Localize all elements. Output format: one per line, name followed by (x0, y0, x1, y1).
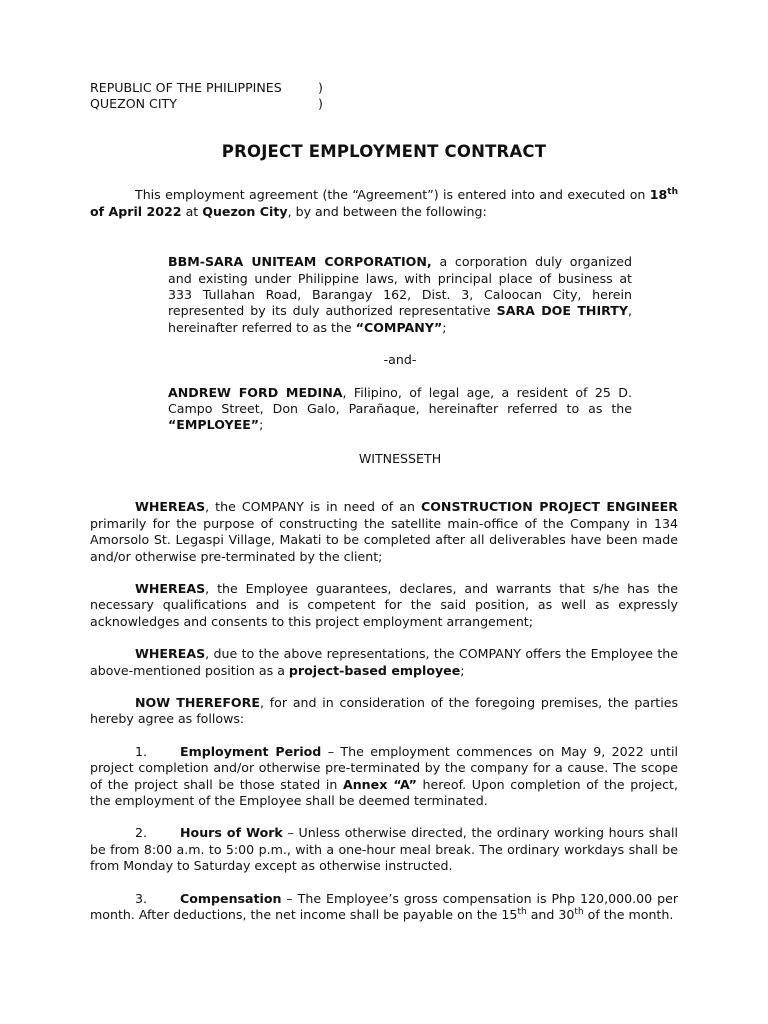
company-representative: SARA DOE THIRTY (496, 303, 628, 319)
whereas-3: WHEREAS, due to the above representations, the COMPANY offers the Employee the above-mentioned position as a project-based employee; (90, 646, 678, 678)
clause-employment-period: 1. Employment Period – The employment commences on May 9, 2022 until project completion and/or otherwise pre-terminated by the company for a cause. The scope of the project shall be those stated in Annex “A” hereof. Upon completion of the project, the employment of the Employee shall be deemed terminated. (90, 743, 678, 808)
employee-label: “EMPLOYEE” (168, 417, 260, 433)
intro-date: 18th of April 2022 (90, 187, 678, 219)
intro-place: Quezon City (202, 203, 288, 219)
company-label: “COMPANY” (355, 319, 443, 335)
document-title: PROJECT EMPLOYMENT CONTRACT (221, 142, 547, 161)
position-title: CONSTRUCTION PROJECT ENGINEER (420, 499, 678, 515)
employee-name: ANDREW FORD MEDINA (168, 384, 343, 400)
employment-type: project-based employee (288, 662, 461, 678)
venue-city: QUEZON CITY (90, 96, 177, 111)
intro-text: This employment agreement (the “Agreement”) is entered into and executed on (135, 187, 650, 203)
clause-compensation: 3. Compensation – The Employee’s gross compensation is Php 120,000.00 per month. After deductions, the net income shall be payable on the 15th and 30th of the month. (90, 890, 678, 922)
whereas-2: WHEREAS, the Employee guarantees, declares, and warrants that s/he has the necessary qualifications and is competent for the said position, as well as expressly acknowledges and consents to this project employment arrangement; (90, 580, 678, 629)
venue-country: REPUBLIC OF THE PHILIPPINES (90, 80, 282, 95)
company-party: BBM-SARA UNITEAM CORPORATION, a corporation duly organized and existing under Philippine laws, with principal place of business at 333 Tullahan Road, Barangay 162, Dist. 3, Caloocan City, herein represented by its duly authorized representative SARA DOE THIRTY, hereinafter referred to as the “COMPANY”; (168, 254, 633, 335)
clause-heading: Hours of Work (180, 825, 283, 841)
clause-heading: Employment Period (180, 743, 322, 759)
clause-number: 2. (135, 825, 148, 841)
and-separator: -and- (383, 352, 417, 368)
employee-party: ANDREW FORD MEDINA, Filipino, of legal age, a resident of 25 D. Campo Street, Don Galo, Parañaque, hereinafter referred to as the “EMPLOYEE”; (168, 384, 632, 433)
intro-paragraph: This employment agreement (the “Agreement”) is entered into and executed on 18th of April 2022 at Quezon City, by and between the following: (90, 187, 678, 219)
venue-paren-1: ) (318, 80, 323, 95)
venue-header (90, 80, 678, 113)
clause-number: 1. (135, 743, 148, 759)
company-name: BBM-SARA UNITEAM CORPORATION, (168, 254, 432, 270)
clause-number: 3. (135, 890, 148, 906)
venue-paren-2: ) (318, 96, 323, 111)
whereas-1: WHEREAS, the COMPANY is in need of an CONSTRUCTION PROJECT ENGINEER primarily for the purpose of constructing the satellite main-office of the Company in 134 Amorsolo St. Legaspi Village, Makati to be completed after all deliverables have been made and/or otherwise pre-terminated by the client; (90, 499, 678, 564)
annex-reference: Annex “A” (342, 776, 417, 792)
witnesseth-heading: WITNESSETH (358, 450, 442, 466)
now-therefore: NOW THEREFORE, for and in consideration of the foregoing premises, the parties hereby agree as follows: (90, 694, 679, 727)
clause-hours-of-work: 2. Hours of Work – Unless otherwise directed, the ordinary working hours shall be from 8:00 a.m. to 5:00 p.m., with a one-hour meal break. The ordinary workdays shall be from Monday to Saturday except as otherwise instructed. (90, 825, 678, 874)
clause-heading: Compensation (180, 890, 282, 906)
